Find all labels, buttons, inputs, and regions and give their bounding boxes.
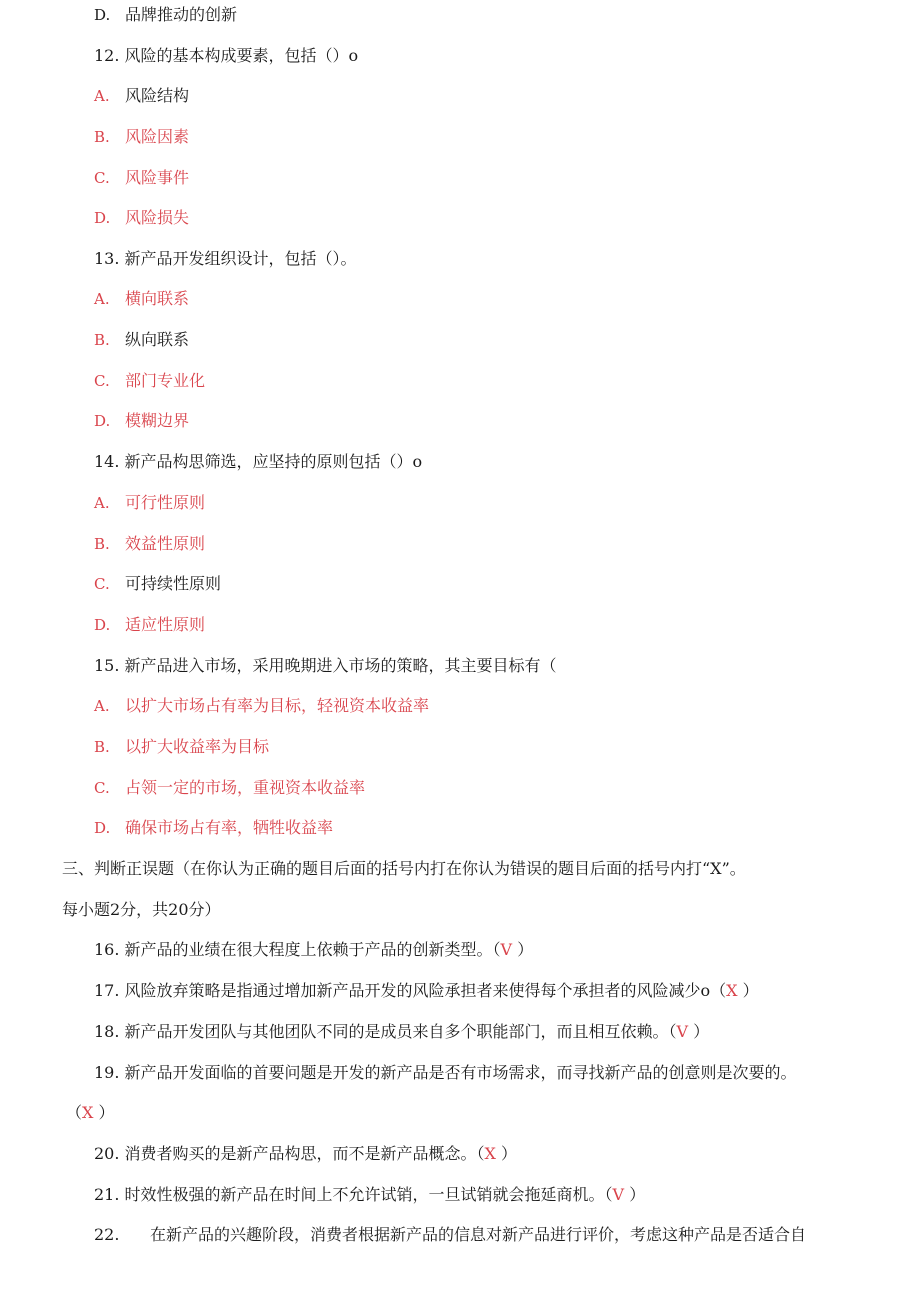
tf-text: 16. 新产品的业绩在很大程度上依赖于产品的创新类型。（ xyxy=(94,940,501,959)
tf-close: ） xyxy=(624,1185,646,1204)
option-15-d xyxy=(94,817,333,839)
tf-item-19-cont xyxy=(66,1102,115,1124)
option-letter: B. xyxy=(94,738,110,756)
option-text: 可持续性原则 xyxy=(125,574,222,593)
tf-item-16 xyxy=(94,939,533,961)
option-text: 风险因素 xyxy=(125,127,190,146)
option-text: 效益性原则 xyxy=(125,534,206,553)
option-13-d xyxy=(94,410,189,432)
tf-item-20 xyxy=(94,1143,517,1165)
question-15-stem: 15. 新产品进入市场，采用晚期进入市场的策略，其主要目标有（ xyxy=(94,656,557,675)
tf-close: ） xyxy=(737,981,759,1000)
option-12-a xyxy=(94,85,189,107)
option-text: 品牌推动的创新 xyxy=(125,5,238,24)
option-14-c xyxy=(94,573,221,595)
option-letter: D. xyxy=(94,616,111,634)
option-letter: D. xyxy=(94,412,111,430)
option-letter: D. xyxy=(94,6,111,24)
tf-answer: V xyxy=(500,940,513,959)
option-letter: A. xyxy=(94,697,110,715)
tf-answer: X xyxy=(82,1103,94,1122)
option-text: 横向联系 xyxy=(125,289,190,308)
option-13-b xyxy=(94,329,189,351)
question-13-stem: 13. 新产品开发组织设计，包括（）。 xyxy=(94,249,357,268)
option-12-d xyxy=(94,207,189,229)
option-15-c xyxy=(94,777,365,799)
tf-number: 22. xyxy=(94,1225,120,1244)
tf-item-21 xyxy=(94,1184,645,1206)
option-13-a xyxy=(94,288,189,310)
tf-text: 18. 新产品开发团队与其他团队不同的是成员来自多个职能部门，而且相互依赖。（ xyxy=(94,1022,677,1041)
option-text: 风险结构 xyxy=(125,86,190,105)
option-text: 以扩大收益率为目标 xyxy=(125,737,270,756)
section-3-title-cont: 每小题2分，共20分） xyxy=(62,900,221,919)
option-letter: D. xyxy=(94,819,111,837)
option-letter: C. xyxy=(94,372,110,390)
option-13-c xyxy=(94,370,205,392)
option-letter: A. xyxy=(94,290,110,308)
tf-close: ） xyxy=(93,1103,115,1122)
tf-answer: X xyxy=(726,981,738,1000)
tf-text: 在新产品的兴趣阶段，消费者根据新产品的信息对新产品进行评价，考虑这种产品是否适合自 xyxy=(150,1225,807,1244)
section-3-title: 三、判断正误题（在你认为正确的题目后面的括号内打在你认为错误的题目后面的括号内打“X”。 xyxy=(62,859,746,878)
option-letter: D. xyxy=(94,209,111,227)
tf-open: （ xyxy=(66,1103,83,1122)
option-text: 适应性原则 xyxy=(125,615,206,634)
option-15-a xyxy=(94,695,429,717)
option-letter: C. xyxy=(94,169,110,187)
tf-answer: V xyxy=(612,1185,625,1204)
option-text: 模糊边界 xyxy=(125,411,190,430)
tf-item-22 xyxy=(94,1224,806,1246)
option-11-d xyxy=(94,4,237,26)
tf-answer: X xyxy=(484,1144,496,1163)
option-text: 以扩大市场占有率为目标，轻视资本收益率 xyxy=(125,696,430,715)
tf-text: 21. 时效性极强的新产品在时间上不允许试销，一旦试销就会拖延商机。（ xyxy=(94,1185,613,1204)
option-text: 占领一定的市场，重视资本收益率 xyxy=(125,778,366,797)
option-letter: B. xyxy=(94,128,110,146)
option-14-d xyxy=(94,614,205,636)
tf-text: 17. 风险放弃策略是指通过增加新产品开发的风险承担者来使得每个承担者的风险减少o（ xyxy=(94,981,727,1000)
tf-item-18 xyxy=(94,1021,709,1043)
option-text: 可行性原则 xyxy=(125,493,206,512)
option-text: 部门专业化 xyxy=(125,371,206,390)
option-text: 风险事件 xyxy=(125,168,190,187)
option-letter: C. xyxy=(94,575,110,593)
tf-close: ） xyxy=(512,940,534,959)
option-14-a xyxy=(94,492,205,514)
option-letter: B. xyxy=(94,331,110,349)
tf-answer: V xyxy=(676,1022,689,1041)
option-15-b xyxy=(94,736,269,758)
option-letter: B. xyxy=(94,535,110,553)
option-letter: A. xyxy=(94,87,110,105)
option-letter: C. xyxy=(94,779,110,797)
question-12-stem: 12. 风险的基本构成要素，包括（）o xyxy=(94,46,359,65)
option-14-b xyxy=(94,533,205,555)
option-text: 风险损失 xyxy=(125,208,190,227)
option-12-b xyxy=(94,126,189,148)
tf-item-19: 19. 新产品开发面临的首要问题是开发的新产品是否有市场需求，而寻找新产品的创意则是次要的。 xyxy=(94,1063,797,1082)
option-12-c xyxy=(94,167,189,189)
option-text: 纵向联系 xyxy=(125,330,190,349)
tf-item-17 xyxy=(94,980,759,1002)
tf-text: 20. 消费者购买的是新产品构思，而不是新产品概念。（ xyxy=(94,1144,485,1163)
tf-close: ） xyxy=(688,1022,710,1041)
tf-close: ） xyxy=(495,1144,518,1163)
question-14-stem: 14. 新产品构思筛选，应坚持的原则包括（）o xyxy=(94,452,423,471)
option-text: 确保市场占有率，牺牲收益率 xyxy=(125,818,334,837)
option-letter: A. xyxy=(94,494,110,512)
